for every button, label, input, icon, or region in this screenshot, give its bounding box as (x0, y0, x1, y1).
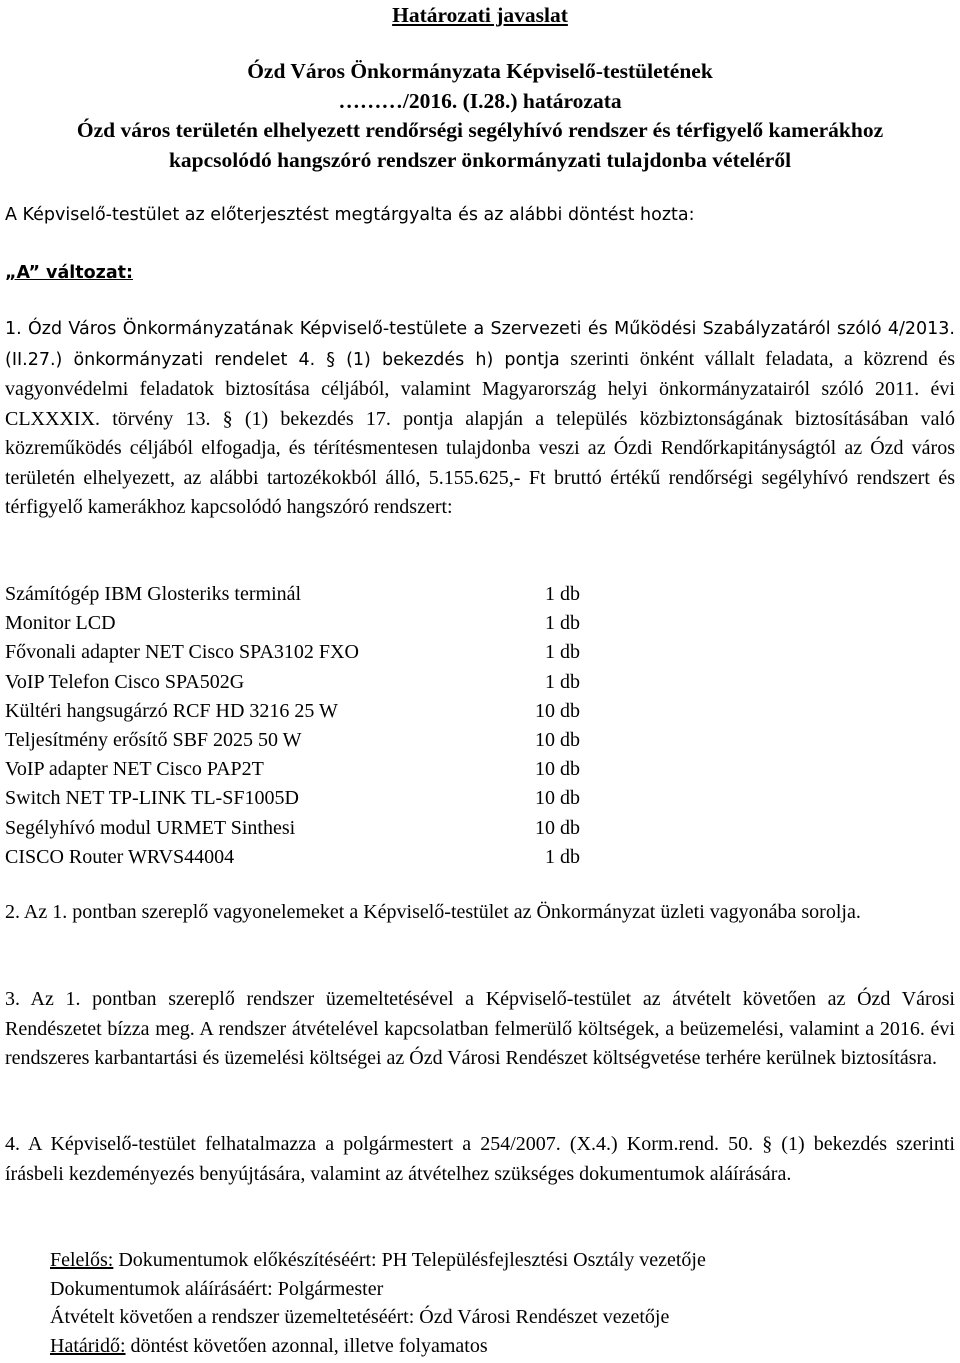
paragraph-1 (5, 314, 955, 523)
equipment-name: Teljesítmény erősítő SBF 2025 50 W (5, 728, 302, 751)
deadline-value: döntést követően azonnal, illetve folyamatos (125, 1334, 488, 1357)
responsible-line (50, 1246, 706, 1275)
equipment-quantity: 10 db (535, 816, 580, 839)
equipment-row (5, 726, 580, 755)
intro-sentence: A Képviselő-testület az előterjesztést megtárgyalta és az alábbi döntést hozta: (5, 205, 695, 225)
document-title: Határozati javaslat (392, 3, 568, 27)
equipment-name: Segélyhívó modul URMET Sinthesi (5, 816, 296, 839)
equipment-quantity: 10 db (535, 787, 580, 810)
resolution-heading-line: ………/2016. (I.28.) határozata (338, 88, 622, 113)
resolution-heading-line: Ózd város területén elhelyezett rendőrségi segélyhívó rendszer és térfigyelő kamerákhoz (76, 118, 884, 142)
paragraph-4: 4. A Képviselő-testület felhatalmazza a polgármestert a 254/2007. (X.4.) Korm.rend. 50. § (1) bekezdés szerinti írásbeli kezdeményezés benyújtására, valamint az átvételhez szükséges dokumentumok aláírására. (5, 1133, 955, 1185)
equipment-quantity: 1 db (545, 845, 580, 868)
equipment-row (5, 814, 580, 843)
equipment-name: VoIP adapter NET Cisco PAP2T (5, 758, 264, 781)
equipment-quantity: 1 db (545, 583, 580, 605)
paragraph-3: 3. Az 1. pontban szereplő rendszer üzemeltetésével a Képviselő-testület az átvételt követően az Ózd Városi Rendészetet bízza meg. A rendszer átvételével kapcsolatban felmerülő költségek, a beüzemelési, valamint a 2016. évi rendszeres karbantartási és üzemelési költségei az Ózd Városi Rendészet költségvetése terhére kerülnek biztosításra. (5, 988, 955, 1069)
responsible-label: Felelős: (50, 1249, 114, 1271)
equipment-name: Kültéri hangsugárzó RCF HD 3216 25 W (5, 699, 338, 722)
equipment-quantity: 10 db (535, 699, 580, 722)
paragraph-1-first-part: 1. Ózd Város Önkormányzatának Képviselő-testülete a Szervezeti és Működési Szabályzatáról szóló 4/2013. (II.27.) önkormányzati rendelet 4. § (1) bekezdés h) pontja (5, 319, 955, 370)
equipment-name: CISCO Router WRVS44004 (5, 845, 235, 868)
equipment-row (5, 668, 580, 697)
equipment-name: Számítógép IBM Glosteriks terminál (5, 583, 302, 605)
equipment-name: Switch NET TP-LINK TL-SF1005D (5, 787, 299, 810)
equipment-quantity: 10 db (535, 728, 580, 751)
variant-label: „A” változat: (5, 263, 133, 283)
equipment-name: Fővonali adapter NET Cisco SPA3102 FXO (5, 641, 359, 664)
responsible-value: Dokumentumok előkészítéséért: PH Településfejlesztési Osztály vezetője (113, 1249, 706, 1271)
equipment-row (5, 638, 580, 667)
deadline-label: Határidő: (50, 1334, 126, 1357)
equipment-row (5, 843, 580, 872)
equipment-name: VoIP Telefon Cisco SPA502G (5, 670, 245, 693)
equipment-quantity: 1 db (545, 612, 580, 635)
resolution-heading-line: Ózd Város Önkormányzata Képviselő-testületének (247, 59, 713, 83)
equipment-row (5, 697, 580, 726)
equipment-row (5, 609, 580, 638)
resolution-heading-line: kapcsolódó hangszóró rendszer önkormányzati tulajdonba vételéről (168, 147, 792, 172)
equipment-row (5, 580, 580, 609)
equipment-quantity: 1 db (545, 641, 580, 664)
paragraph-1-second-part: szerinti önként vállalt feladata, a közrend és vagyonvédelmi feladatok biztosítása céljából, valamint Magyarország helyi önkormányzatairól szóló 2011. évi CLXXXIX. törvény 13. § (1) bekezdés 17. pontja alapján a település közbiztonságának biztosításában való közreműködés céljából elfogadja, és térítésmentesen tulajdonba veszi az Ózdi Rendőrkapitányságtól az Ózd város területén elhelyezett, az alábbi tartozékokból álló, 5.155.625,- Ft bruttó értékű rendőrségi segélyhívó rendszert és térfigyelő kamerákhoz kapcsolódó hangszóró rendszert: (5, 347, 956, 518)
responsible-line: Átvételt követően a rendszer üzemeltetéséért: Ózd Városi Rendészet vezetője (50, 1306, 670, 1328)
paragraph-2: 2. Az 1. pontban szereplő vagyonelemeket a Képviselő-testület az Önkormányzat üzleti vagyonába sorolja. (5, 901, 861, 923)
equipment-row (5, 784, 580, 813)
equipment-name: Monitor LCD (5, 612, 116, 635)
equipment-quantity: 1 db (545, 670, 580, 693)
equipment-row (5, 755, 580, 784)
responsible-line: Dokumentumok aláírásáért: Polgármester (50, 1277, 384, 1300)
resolution-heading (5, 57, 955, 175)
equipment-list (5, 580, 625, 872)
deadline-line (50, 1332, 706, 1361)
responsibility-block (50, 1246, 706, 1360)
equipment-quantity: 10 db (535, 758, 580, 781)
